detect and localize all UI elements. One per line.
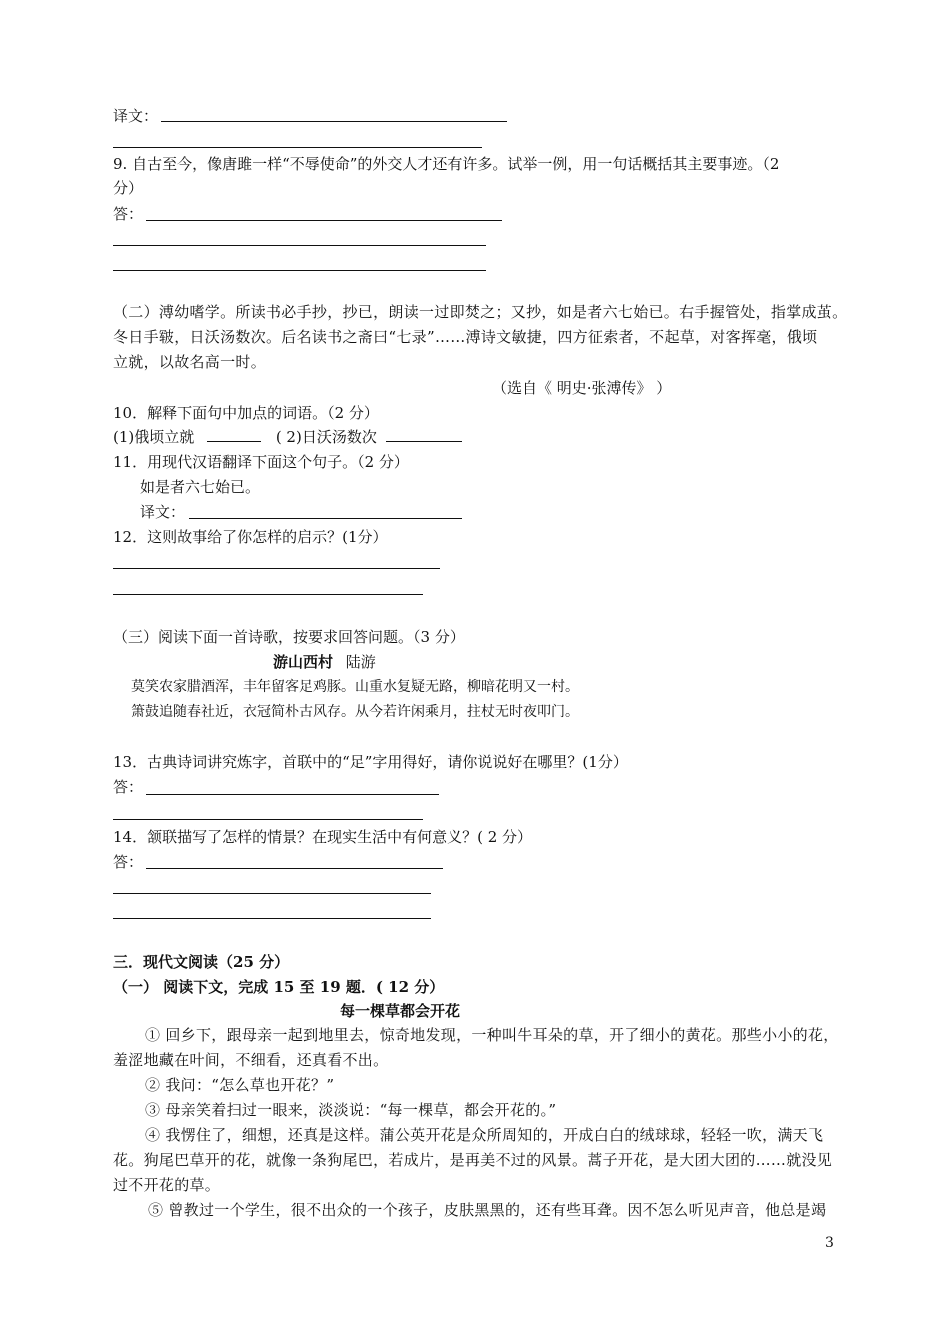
article-p4-line-2: 花。狗尾巴草开的花，就像一条狗尾巴，若成片，是再美不过的风景。蒿子开花，是大团大团的……就没见 <box>113 1151 833 1169</box>
q11-answer-line <box>189 518 462 519</box>
article-p2: ② 我问：“怎么草也开花？” <box>145 1076 335 1094</box>
q14-answer-line-1 <box>146 868 443 869</box>
q9-question-cont: 分） <box>113 179 144 197</box>
q9-answer-line-3 <box>113 270 486 271</box>
passage2-line-3: 立就，以故名高一时。 <box>113 353 267 371</box>
part3-sub-heading: （一） 阅读下文，完成 15 至 19 题．( 12 分） <box>113 978 445 996</box>
q10-item-1-blank <box>207 427 261 442</box>
q11-sentence: 如是者六七始已。 <box>140 478 261 496</box>
q13-question: 13．古典诗词讲究炼字，首联中的“足”字用得好，请你说说好在哪里？(1分） <box>113 753 628 771</box>
q12-answer-line-2 <box>113 594 423 595</box>
q10-item-2-blank <box>386 427 462 442</box>
part3-heading: 三．现代文阅读（25 分） <box>113 953 290 971</box>
article-p1-line-1: ① 回乡下，跟母亲一起到地里去，惊奇地发现，一种叫牛耳朵的草，开了细小的黄花。那些小小的花， <box>145 1026 839 1044</box>
passage2-line-2: 冬日手皲，日沃汤数次。后名读书之斋曰“七录”……溥诗文敏捷，四方征索者，不起草，对客挥毫，俄顷 <box>113 328 818 346</box>
q10-question: 10．解释下面句中加点的词语。（2 分） <box>113 404 379 422</box>
q10-item-1: (1)俄顷立就 <box>113 428 195 446</box>
article-p1-line-2: 羞涩地藏在叶间，不细看，还真看不出。 <box>113 1051 389 1069</box>
poem-section-intro: （三）阅读下面一首诗歌，按要求回答问题。（3 分） <box>113 628 465 646</box>
q11-answer-label: 译文： <box>140 503 186 521</box>
q9-answer-line-2 <box>113 245 486 246</box>
q12-answer-line-1 <box>113 568 440 569</box>
q14-answer-line-3 <box>113 918 431 919</box>
q8-answer-line-1 <box>161 121 507 122</box>
poem-heading <box>273 652 376 672</box>
q8-answer-line-2 <box>113 147 482 148</box>
article-p5-line-1: ⑤ 曾教过一个学生，很不出众的一个孩子，皮肤黑黑的，还有些耳聋。因不怎么听见声音，他总是竭 <box>148 1201 827 1219</box>
q10-items <box>113 427 462 447</box>
q13-answer-line-2 <box>113 819 423 820</box>
q10-item-2: ( 2)日沃汤数次 <box>275 428 377 446</box>
q13-answer-label: 答： <box>113 778 144 796</box>
q13-answer-line-1 <box>146 794 439 795</box>
poem-title: 游山西村 <box>273 653 334 671</box>
page-number: 3 <box>825 1235 834 1251</box>
poem-line-1: 莫笑农家腊酒浑，丰年留客足鸡豚。山重水复疑无路，柳暗花明又一村。 <box>131 679 579 695</box>
q12-question: 12．这则故事给了你怎样的启示？(1分） <box>113 528 388 546</box>
poem-author: 陆游 <box>345 653 376 671</box>
poem-line-2: 箫鼓追随春社近，衣冠简朴古风存。从今若许闲乘月，拄杖无时夜叩门。 <box>131 704 579 720</box>
q9-question: 9. 自古至今，像唐雎一样“不辱使命”的外交人才还有许多。试举一例，用一句话概括其主要事迹。（2 <box>113 155 780 173</box>
q14-answer-line-2 <box>113 893 431 894</box>
passage2-line-1: （二）溥幼嗜学。所读书必手抄，抄已，朗读一过即焚之；又抄，如是者六七始已。右手握管处，指掌成茧。 <box>113 303 848 321</box>
article-p3: ③ 母亲笑着扫过一眼来，淡淡说：“每一棵草，都会开花的。” <box>145 1101 557 1119</box>
q11-question: 11．用现代汉语翻译下面这个句子。（2 分） <box>113 453 409 471</box>
q9-answer-label: 答： <box>113 205 144 223</box>
passage2-source: （选自《 明史·张溥传》 ） <box>492 379 672 397</box>
q14-answer-label: 答： <box>113 853 144 871</box>
q9-answer-line-1 <box>146 220 502 221</box>
q14-question: 14．颔联描写了怎样的情景？在现实生活中有何意义？( 2 分） <box>113 828 533 846</box>
article-p4-line-3: 过不开花的草。 <box>113 1176 221 1194</box>
q8-translation-label: 译文： <box>113 107 159 125</box>
article-p4-line-1: ④ 我愣住了，细想，还真是这样。蒲公英开花是众所周知的，开成白白的绒球球，轻轻一吹，满天飞 <box>145 1126 824 1144</box>
article-title: 每一棵草都会开花 <box>340 1002 461 1020</box>
